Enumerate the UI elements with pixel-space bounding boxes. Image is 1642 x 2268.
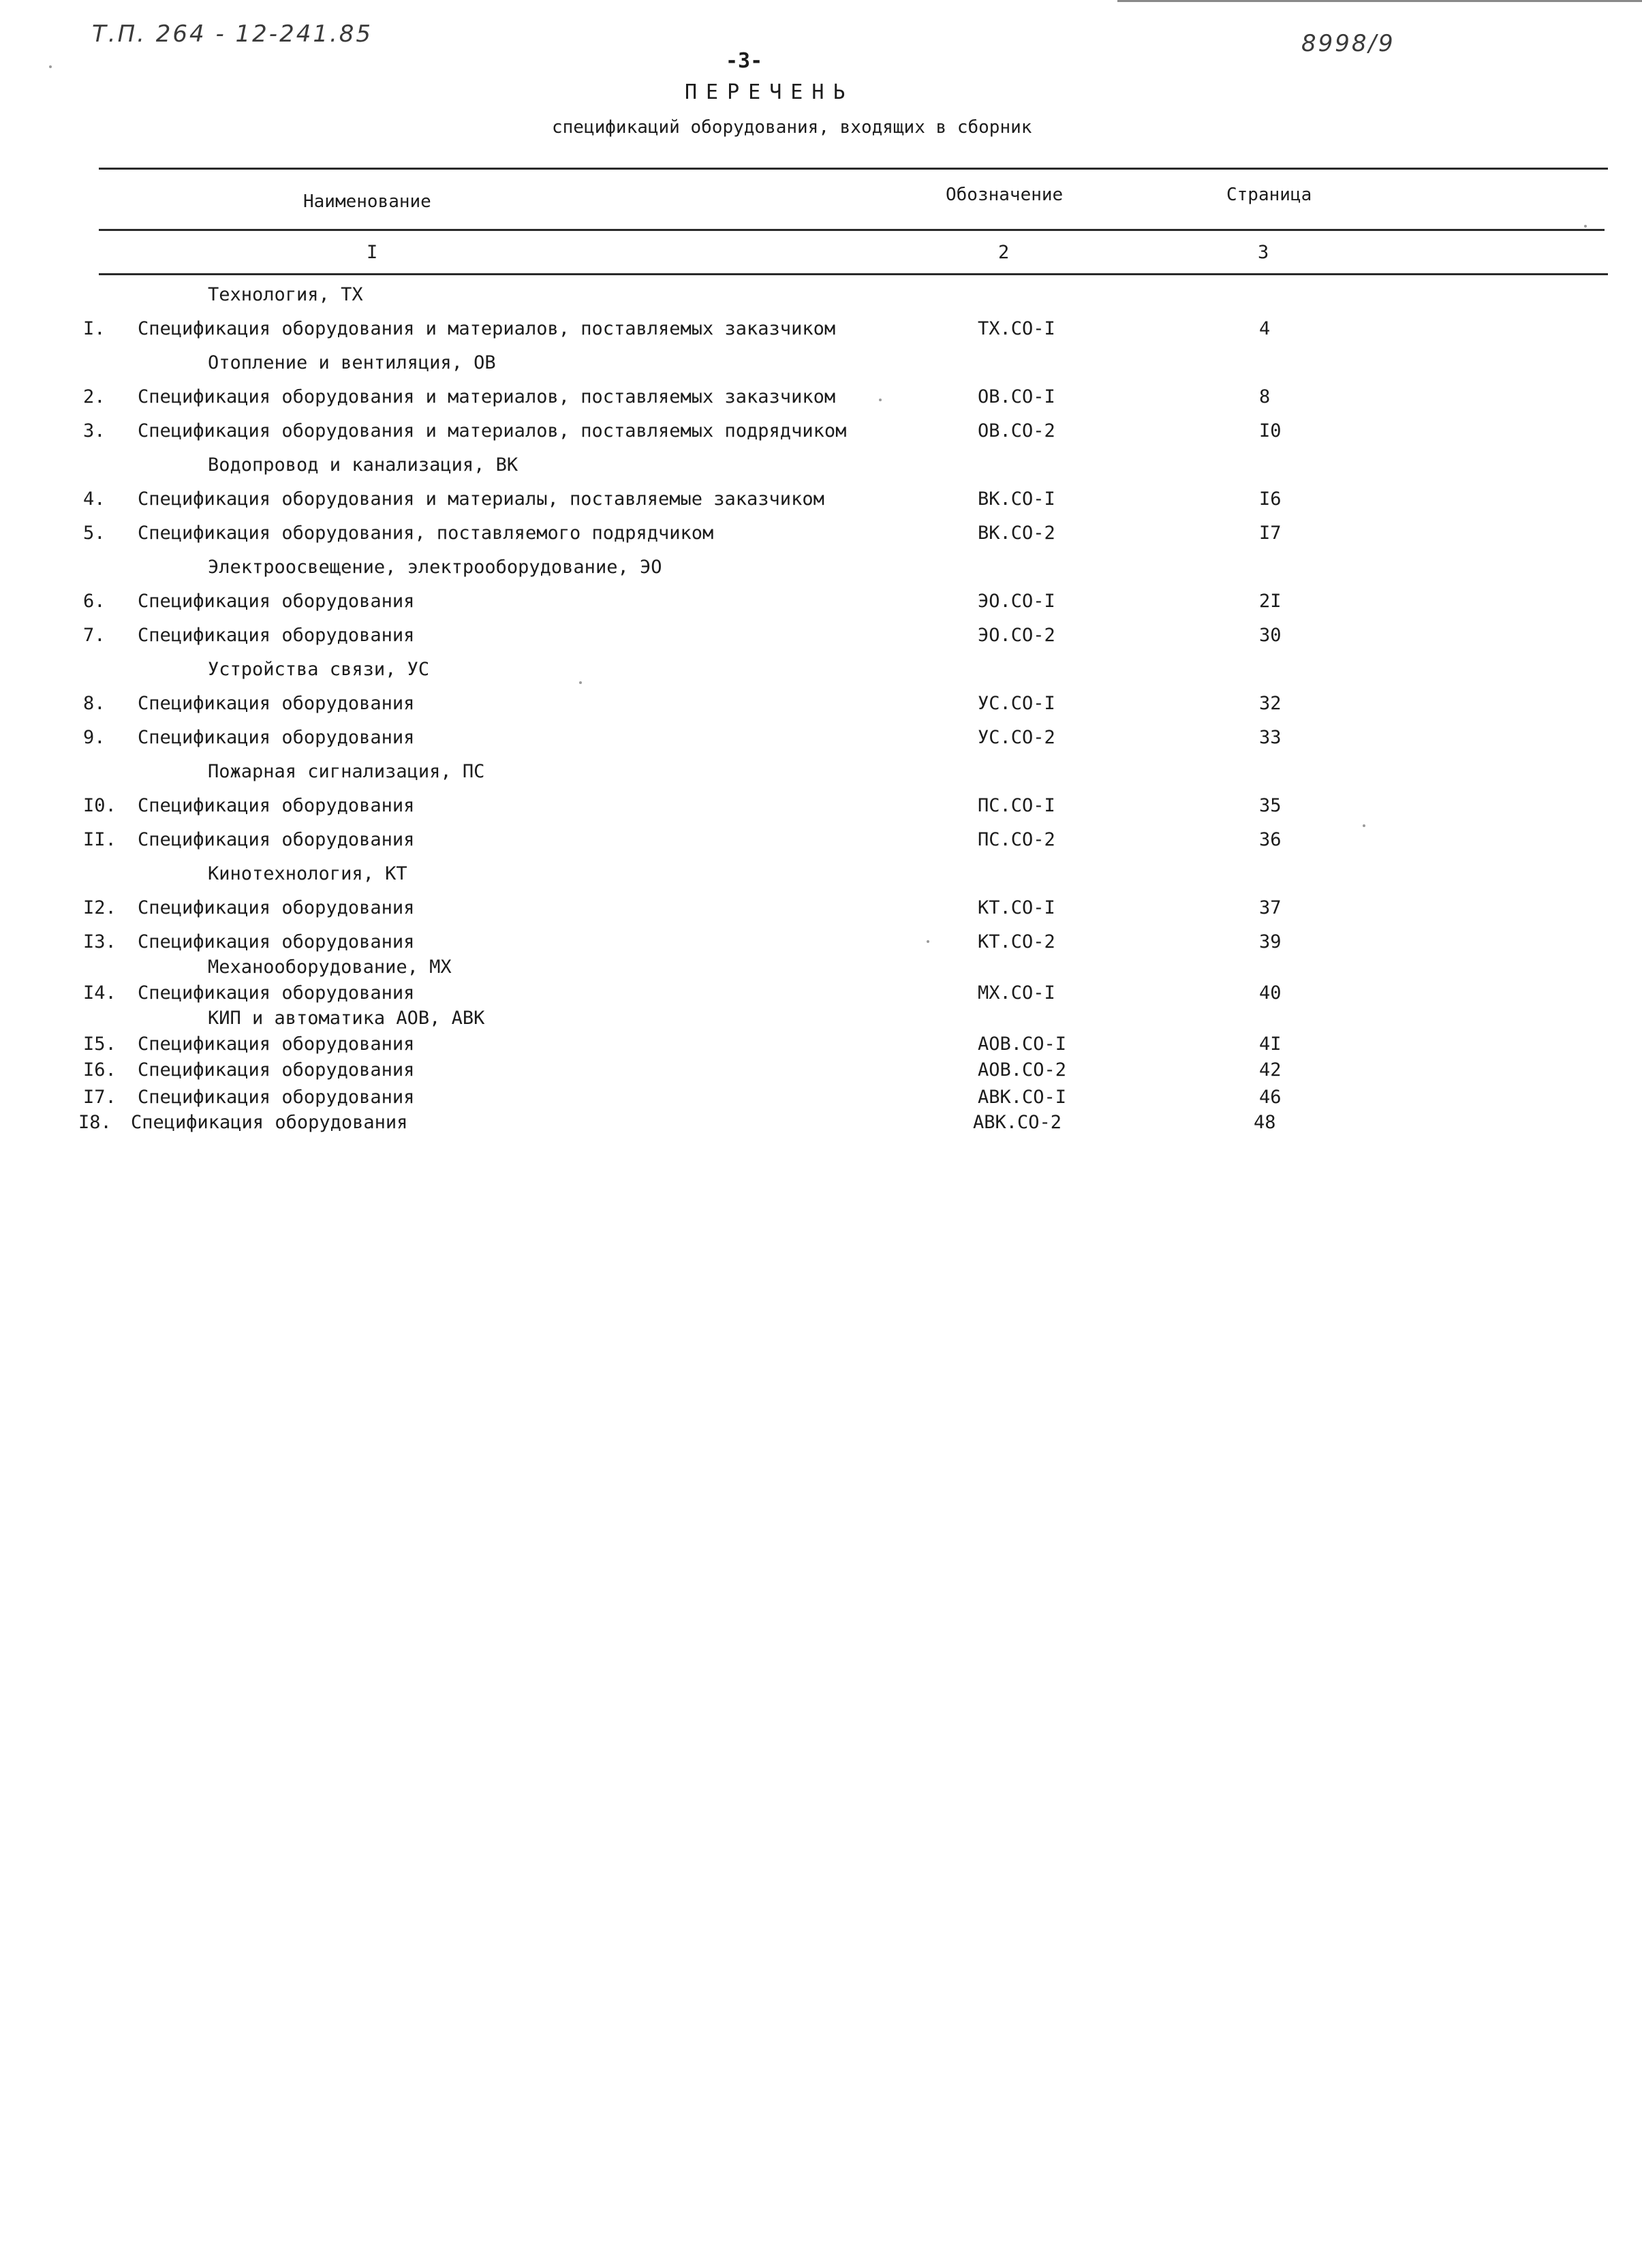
row-name: Спецификация оборудования [131, 1112, 408, 1133]
section-title: Кинотехнология, КТ [208, 863, 407, 884]
table-row [0, 386, 1642, 414]
row-code: АОВ.СО-2 [978, 1059, 1067, 1081]
row-number: II. [83, 829, 117, 850]
column-number-1: I [367, 242, 378, 263]
table-row [0, 693, 1642, 720]
row-page: 4I [1259, 1034, 1282, 1055]
row-code: АВК.СО-I [978, 1087, 1067, 1108]
row-number: 4. [83, 488, 106, 510]
row-page: 37 [1259, 897, 1282, 918]
row-code: ВК.СО-2 [978, 523, 1055, 544]
row-code: ОВ.СО-2 [978, 420, 1055, 441]
row-name: Спецификация оборудования [138, 1059, 415, 1081]
table-row [0, 488, 1642, 516]
row-number: 6. [83, 591, 106, 612]
row-code: КТ.СО-2 [978, 931, 1055, 952]
row-number: 7. [83, 625, 106, 646]
row-number: 2. [83, 386, 106, 407]
column-header-name: Наименование [303, 191, 431, 212]
section-title: Водопровод и канализация, ВК [208, 454, 518, 476]
document-subtitle: спецификаций оборудования, входящих в сборник [552, 117, 1032, 138]
row-page: I0 [1259, 420, 1282, 441]
row-number: I0. [83, 795, 117, 816]
section-title: Электроосвещение, электрооборудование, ЭО [208, 557, 662, 578]
row-code: АВК.СО-2 [973, 1112, 1062, 1133]
row-name: Спецификация оборудования [138, 625, 415, 646]
column-number-3: 3 [1258, 242, 1269, 263]
row-number: 9. [83, 727, 106, 748]
row-code: УС.СО-2 [978, 727, 1055, 748]
table-row [0, 795, 1642, 822]
row-page: I7 [1259, 523, 1282, 544]
inventory-number: 8998/9 [1301, 30, 1395, 57]
row-name: Спецификация оборудования [138, 1034, 415, 1055]
section-title: Устройства связи, УС [208, 659, 430, 680]
row-number: 8. [83, 693, 106, 714]
row-number: I6. [83, 1059, 117, 1081]
row-number: I7. [83, 1087, 117, 1108]
row-name: Спецификация оборудования [138, 1087, 415, 1108]
table-row [0, 982, 1642, 1010]
page-number: -3- [726, 49, 763, 73]
table-row [0, 727, 1642, 754]
row-number: I3. [83, 931, 117, 952]
row-page: 33 [1259, 727, 1282, 748]
row-number: 3. [83, 420, 106, 441]
row-page: 48 [1254, 1112, 1276, 1133]
section-title: КИП и автоматика АОВ, АВК [208, 1008, 485, 1029]
column-number-rule [99, 273, 1608, 275]
row-name: Спецификация оборудования [138, 591, 415, 612]
row-code: ПС.СО-2 [978, 829, 1055, 850]
header-bottom-rule [99, 229, 1605, 231]
row-code: ОВ.СО-I [978, 386, 1055, 407]
document-title: ПЕРЕЧЕНЬ [685, 80, 854, 104]
row-code: ЭО.СО-2 [978, 625, 1055, 646]
row-number: I4. [83, 982, 117, 1004]
row-name: Спецификация оборудования и материалов, поставляемых подрядчиком [138, 420, 847, 441]
column-number-2: 2 [998, 242, 1010, 263]
table-row [0, 1059, 1642, 1087]
row-number: I5. [83, 1034, 117, 1055]
row-code: МХ.СО-I [978, 982, 1055, 1004]
scan-speck [1584, 225, 1587, 228]
row-name: Спецификация оборудования [138, 795, 415, 816]
row-name: Спецификация оборудования [138, 897, 415, 918]
row-code: ЭО.СО-I [978, 591, 1055, 612]
row-name: Спецификация оборудования и материалов, поставляемых заказчиком [138, 386, 836, 407]
scan-speck [579, 681, 582, 684]
table-row [0, 1087, 1642, 1114]
row-code: ТХ.СО-I [978, 318, 1055, 339]
table-row [0, 420, 1642, 448]
row-page: 2I [1259, 591, 1282, 612]
column-header-code: Обозначение [946, 185, 1064, 205]
row-page: 32 [1259, 693, 1282, 714]
table-row [0, 829, 1642, 856]
table-top-rule [99, 168, 1608, 170]
row-page: 36 [1259, 829, 1282, 850]
row-page: 4 [1259, 318, 1271, 339]
row-code: УС.СО-I [978, 693, 1055, 714]
table-row [0, 931, 1642, 959]
table-row [0, 1034, 1642, 1061]
table-row [0, 1112, 1642, 1139]
row-page: I6 [1259, 488, 1282, 510]
row-page: 35 [1259, 795, 1282, 816]
row-page: 42 [1259, 1059, 1282, 1081]
row-name: Спецификация оборудования [138, 727, 415, 748]
row-page: 40 [1259, 982, 1282, 1004]
page-edge-line [1117, 0, 1642, 2]
scan-speck [879, 399, 882, 401]
column-header-page: Страница [1226, 185, 1312, 205]
row-number: I2. [83, 897, 117, 918]
table-row [0, 318, 1642, 345]
row-page: 39 [1259, 931, 1282, 952]
row-number: I. [83, 318, 106, 339]
row-code: ПС.СО-I [978, 795, 1055, 816]
document-code-stamp: Т.П. 264 - 12-241.85 [92, 20, 373, 48]
row-page: 8 [1259, 386, 1271, 407]
section-title: Технология, ТХ [208, 284, 363, 305]
row-page: 46 [1259, 1087, 1282, 1108]
row-name: Спецификация оборудования, поставляемого подрядчиком [138, 523, 714, 544]
row-name: Спецификация оборудования [138, 693, 415, 714]
row-name: Спецификация оборудования [138, 982, 415, 1004]
row-page: 30 [1259, 625, 1282, 646]
section-title: Механооборудование, МХ [208, 957, 452, 978]
row-name: Спецификация оборудования и материалы, поставляемые заказчиком [138, 488, 824, 510]
scan-speck [927, 940, 929, 943]
section-title: Отопление и вентиляция, ОВ [208, 352, 496, 373]
row-code: КТ.СО-I [978, 897, 1055, 918]
table-row [0, 591, 1642, 618]
row-code: ВК.СО-I [978, 488, 1055, 510]
row-number: 5. [83, 523, 106, 544]
row-name: Спецификация оборудования [138, 829, 415, 850]
row-code: АОВ.СО-I [978, 1034, 1067, 1055]
table-row [0, 523, 1642, 550]
scan-speck [49, 65, 52, 68]
row-name: Спецификация оборудования и материалов, поставляемых заказчиком [138, 318, 836, 339]
scan-speck [1363, 824, 1365, 827]
table-row [0, 897, 1642, 925]
section-title: Пожарная сигнализация, ПС [208, 761, 485, 782]
table-row [0, 625, 1642, 652]
row-name: Спецификация оборудования [138, 931, 415, 952]
row-number: I8. [78, 1112, 112, 1133]
